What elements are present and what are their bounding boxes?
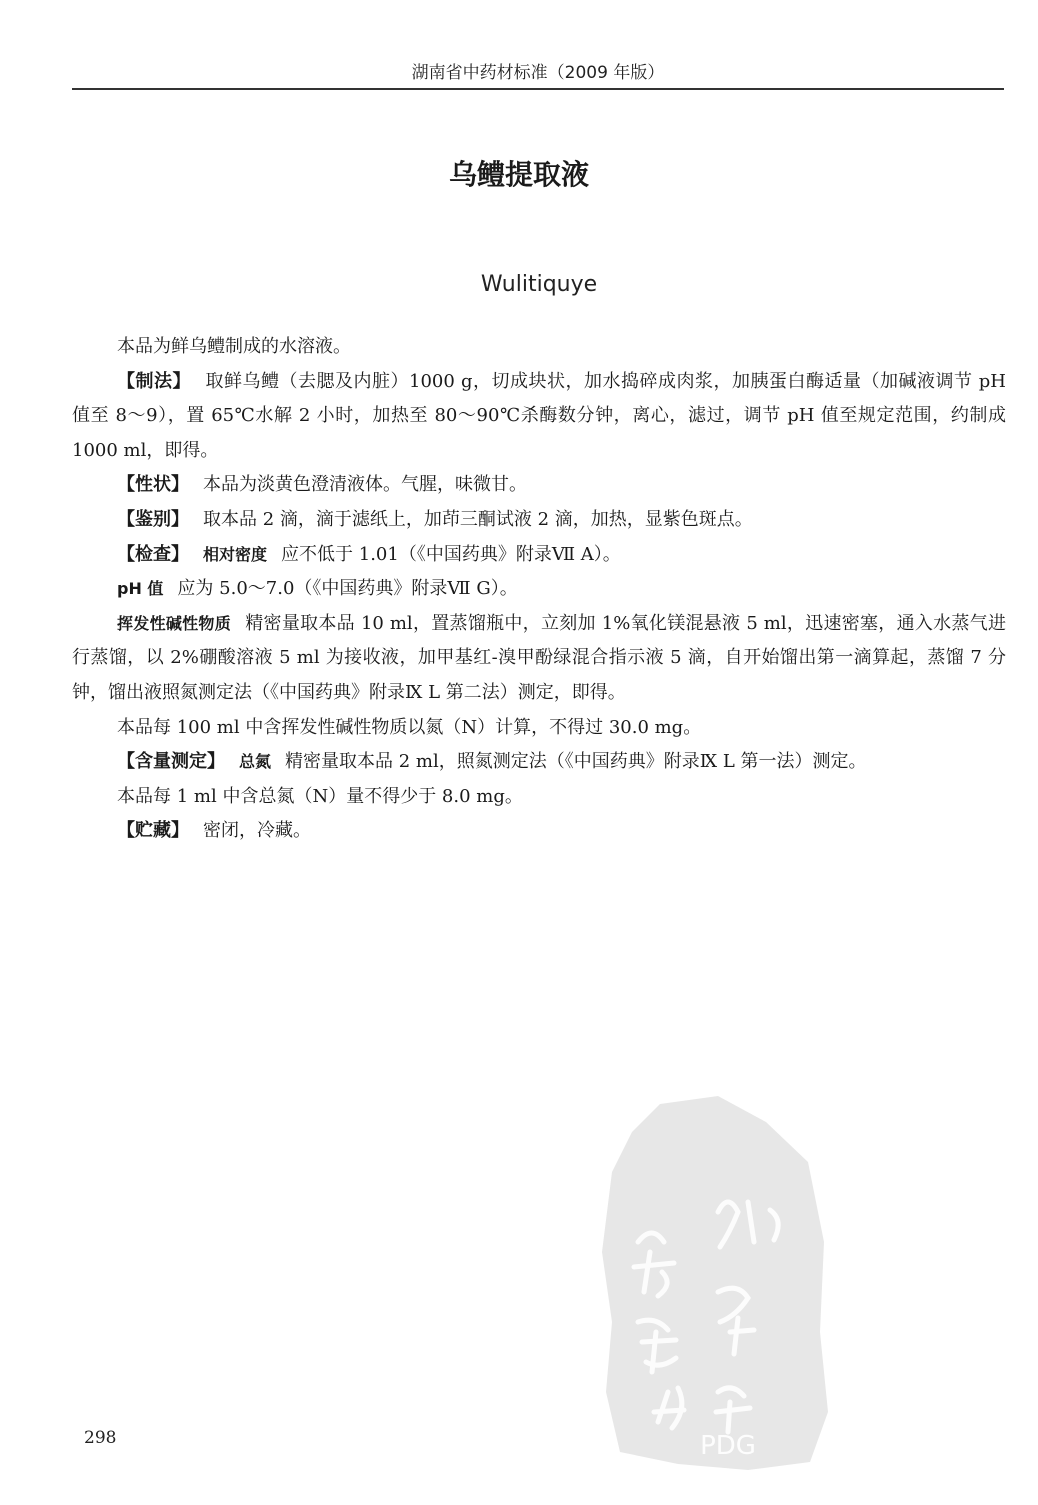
identification-paragraph — [72, 503, 1006, 538]
volatile-limit-paragraph: 本品每 100 ml 中含挥发性碱性物质以氮（N）计算，不得过 30.0 mg。 — [117, 716, 702, 738]
inspection-label: 【检查】 — [117, 543, 189, 565]
assay-label: 【含量测定】 — [117, 751, 225, 773]
ph-text: 应为 5.0～7.0（《中国药典》附录Ⅶ G）。 — [177, 578, 518, 600]
inspection-paragraph — [72, 538, 1006, 573]
page-number: 298 — [84, 1428, 117, 1448]
volatile-label: 挥发性碱性物质 — [117, 613, 231, 633]
storage-paragraph — [72, 814, 1006, 849]
seal-watermark — [598, 1092, 834, 1474]
volatile-text: 精密量取本品 10 ml，置蒸馏瓶中，立刻加 1%氧化镁混悬液 5 ml，迅速密塞，通入水蒸气进行蒸馏，以 2%硼酸溶液 5 ml 为接收液，加甲基红-溴甲酚绿混合指示液 5 滴，自开始馏出第一滴算起，蒸馏 7 分钟，馏出液照氮测定法（《中国药典》附录Ⅸ L 第二法）测定，即得。 — [72, 612, 1006, 703]
character-text: 本品为淡黄色澄清液体。气腥，味微甘。 — [203, 474, 527, 496]
method-label: 【制法】 — [117, 370, 191, 392]
running-title: 湖南省中药材标准（2009 年版） — [411, 63, 665, 83]
method-paragraph — [72, 365, 1006, 469]
watermark-text: PDG — [700, 1431, 756, 1461]
density-text: 应不低于 1.01（《中国药典》附录Ⅶ A）。 — [281, 543, 621, 565]
intro-paragraph: 本品为鲜乌鳢制成的水溶液。 — [117, 336, 351, 357]
identification-label: 【鉴别】 — [117, 508, 189, 530]
storage-text: 密闭，冷藏。 — [203, 820, 311, 842]
volatile-paragraph — [72, 607, 1006, 711]
assay-limit-paragraph: 本品每 1 ml 中含总氮（N）量不得少于 8.0 mg。 — [117, 785, 523, 807]
assay-paragraph — [72, 745, 1006, 780]
ph-paragraph — [72, 572, 1006, 607]
total-nitrogen-label: 总氮 — [239, 752, 272, 772]
page-title: 乌鳢提取液 — [448, 158, 589, 191]
density-label: 相对密度 — [203, 544, 268, 564]
character-label: 【性状】 — [117, 474, 189, 496]
pinyin-title: Wulitiquye — [480, 272, 598, 297]
method-text: 取鲜乌鳢（去腮及内脏）1000 g，切成块状，加水捣碎成肉浆，加胰蛋白酶适量（加碱液调节 pH 值至 8～9），置 65℃水解 2 小时，加热至 80～90℃杀酶数分钟，离心，滤过，调节 pH 值至规定范围，约制成 1000 ml，即得。 — [72, 370, 1006, 461]
character-paragraph — [72, 468, 1006, 503]
monograph-body — [72, 330, 1006, 849]
running-header — [72, 60, 1004, 90]
ph-label: pH 值 — [117, 579, 164, 599]
storage-label: 【贮藏】 — [117, 820, 189, 842]
assay-text: 精密量取本品 2 ml，照氮测定法（《中国药典》附录Ⅸ L 第一法）测定。 — [285, 751, 867, 773]
identification-text: 取本品 2 滴，滴于滤纸上，加茚三酮试液 2 滴，加热，显紫色斑点。 — [203, 508, 753, 530]
